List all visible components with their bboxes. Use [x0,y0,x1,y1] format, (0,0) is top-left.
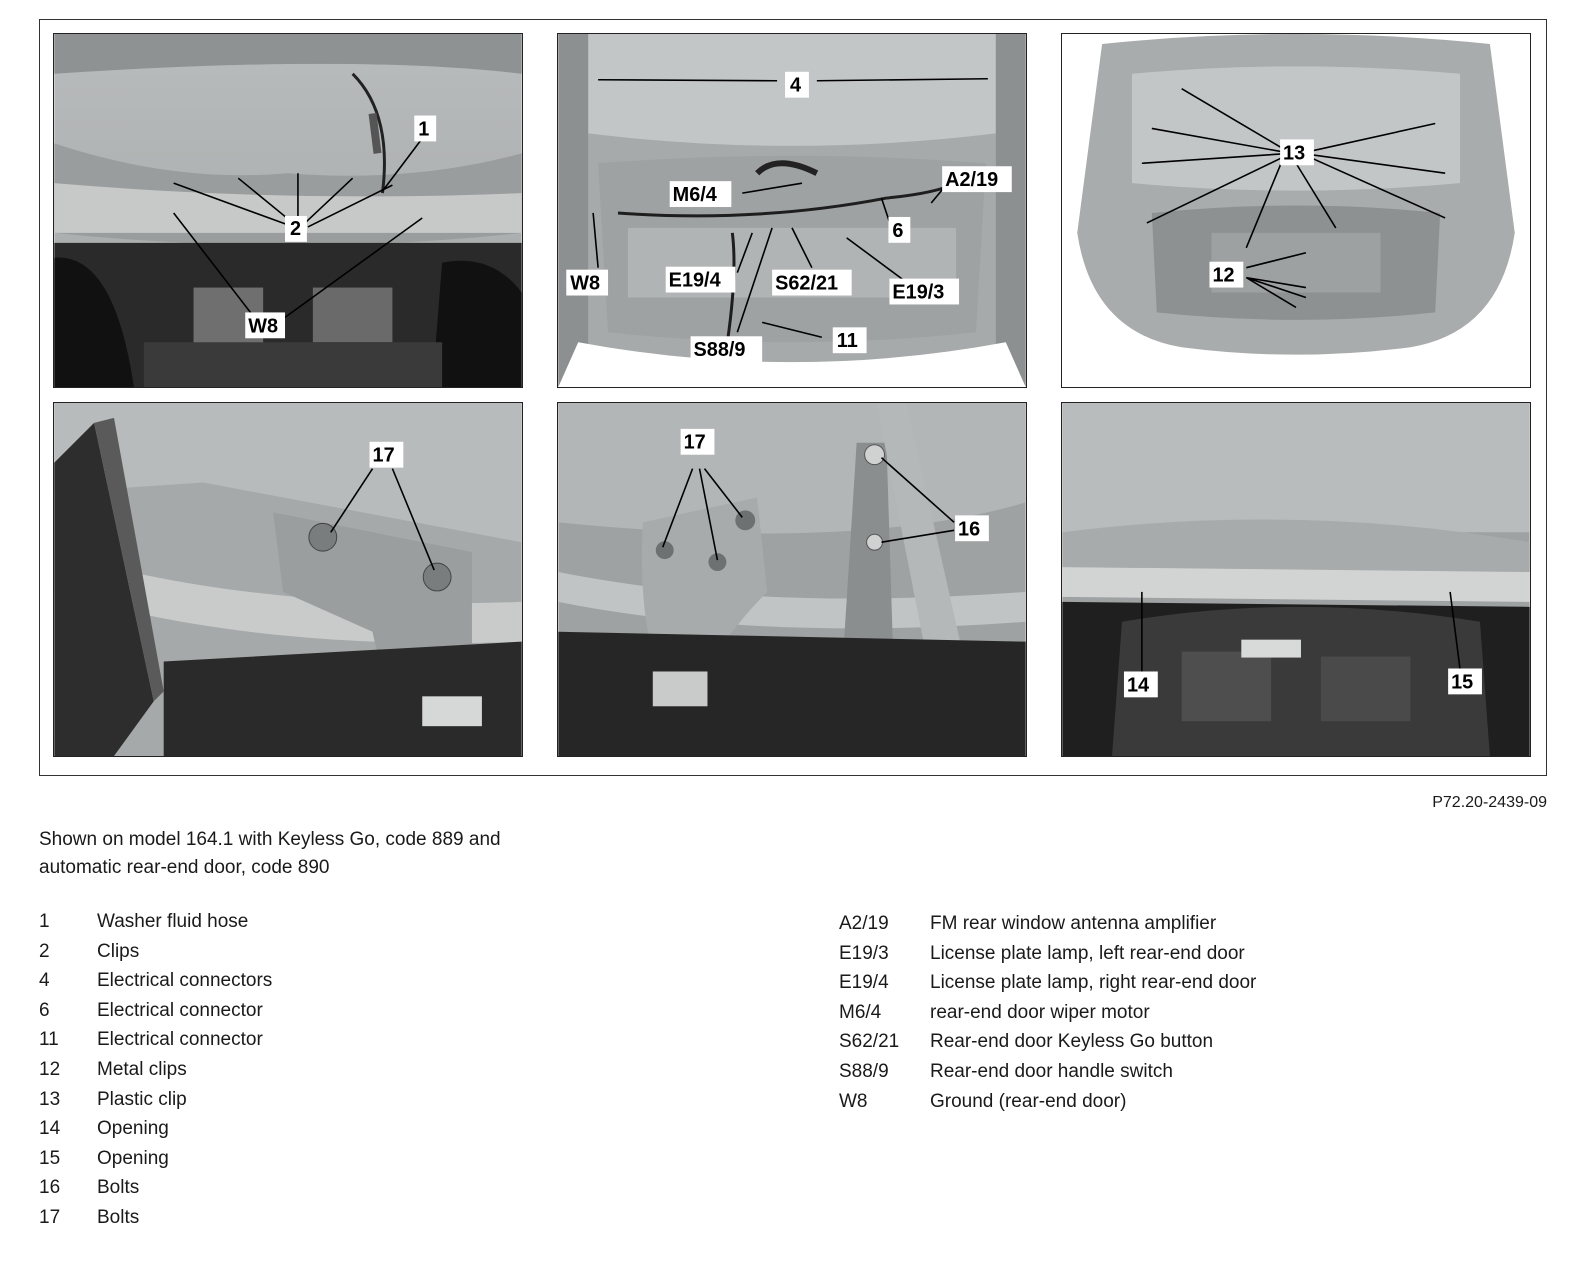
legend-text: Bolts [97,1177,140,1199]
legend-row [839,1031,1256,1061]
photo-rear-window-opening [54,34,522,387]
legend-code: W8 [839,1090,868,1112]
legend-row [839,943,1256,973]
callout-13: 13 [1283,142,1306,165]
legend-code: 15 [39,1147,61,1169]
legend-code: A2/19 [839,913,889,934]
legend-text: Opening [97,1147,169,1169]
callout-m6-4: M6/4 [672,184,717,207]
callout-a2-19: A2/19 [945,169,999,192]
legend-row [839,972,1256,1002]
legend-code: 12 [39,1058,61,1080]
legend-text: Plastic clip [97,1088,187,1110]
photo-panel-bottom-center [557,402,1027,757]
legend-code: 4 [39,970,50,992]
photo-panel-bottom-left [53,402,523,757]
legend-code: M6/4 [839,1001,882,1023]
callout-12: 12 [1212,264,1235,287]
legend-code: 11 [39,1029,59,1051]
callout-11: 11 [836,330,858,353]
legend-row [39,1207,272,1237]
legend-text: Metal clips [97,1058,187,1080]
legend-text: Rear-end door handle switch [930,1060,1173,1082]
legend-text: Washer fluid hose [97,911,249,932]
legend-code: 1 [39,911,50,932]
legend-row [839,1002,1256,1032]
callout-6: 6 [892,219,904,242]
legend-row [39,941,272,971]
callout-1: 1 [418,118,430,141]
legend-row [839,913,1256,943]
legend-text: Bolts [97,1206,140,1228]
legend-numbered [39,911,272,1237]
legend-text: License plate lamp, right rear-end door [930,972,1257,994]
legend-code: S62/21 [839,1031,900,1053]
legend-code: 2 [39,940,50,962]
legend-text: Opening [97,1118,169,1140]
figure-caption [39,826,599,882]
photo-panel-top-center [557,33,1027,388]
caption-line: automatic rear-end door, code 890 [39,857,330,878]
caption-line: Shown on model 164.1 with Keyless Go, code 889 and [39,829,501,850]
legend-text: FM rear window antenna amplifier [930,913,1217,934]
callout-e19-4: E19/4 [668,269,721,292]
legend-code: 13 [39,1088,61,1110]
legend-component-codes [839,913,1256,1120]
callout-s88-9: S88/9 [693,339,746,362]
photo-left-hinge [54,403,522,756]
legend-code: E19/3 [839,942,889,964]
legend-row [39,1118,272,1148]
callout-s62-21: S62/21 [775,272,839,295]
legend-row [39,1148,272,1178]
legend-code: 6 [39,999,50,1021]
callout-17: 17 [683,431,706,454]
legend-row [839,1091,1256,1121]
callout-4: 4 [790,74,802,97]
callout-15: 15 [1451,671,1474,694]
photo-panel-bottom-right [1061,402,1531,757]
photo-hinge-and-strut [558,403,1026,756]
figure-reference: P72.20-2439-09 [1432,794,1547,811]
legend-text: Electrical connector [97,999,263,1021]
legend-row [39,1089,272,1119]
photo-panel-top-right [1061,33,1531,388]
legend-code: 14 [39,1118,61,1140]
legend-text: License plate lamp, left rear-end door [930,942,1245,964]
legend-text: Electrical connector [97,1029,263,1051]
callout-16: 16 [958,518,981,541]
legend-row [39,970,272,1000]
legend-row [39,1059,272,1089]
legend-code: 16 [39,1177,61,1199]
legend-code: E19/4 [839,972,889,994]
photo-rear-end-door-inner-panel [1062,34,1530,387]
callout-e19-3: E19/3 [892,281,945,304]
legend-text: Clips [97,940,140,962]
callout-w8: W8 [570,272,601,295]
legend-text: Electrical connectors [97,970,273,992]
callout-14: 14 [1126,674,1150,697]
legend-code: 17 [39,1206,61,1228]
legend-row [39,1000,272,1030]
callout-17: 17 [372,444,395,467]
photo-rear-end-door-trim-removed [558,34,1026,387]
photo-rear-end-door-lower-edge [1062,403,1530,756]
legend-row [839,1061,1256,1091]
legend-text: Ground (rear-end door) [930,1090,1127,1112]
legend-code: S88/9 [839,1060,889,1082]
legend-row [39,911,272,941]
photo-panel-top-left [53,33,523,388]
legend-text: rear-end door wiper motor [930,1001,1150,1023]
legend-text: Rear-end door Keyless Go button [930,1031,1214,1053]
legend-row [39,1029,272,1059]
callout-w8: W8 [248,315,279,338]
legend-row [39,1177,272,1207]
callout-2: 2 [289,217,302,240]
